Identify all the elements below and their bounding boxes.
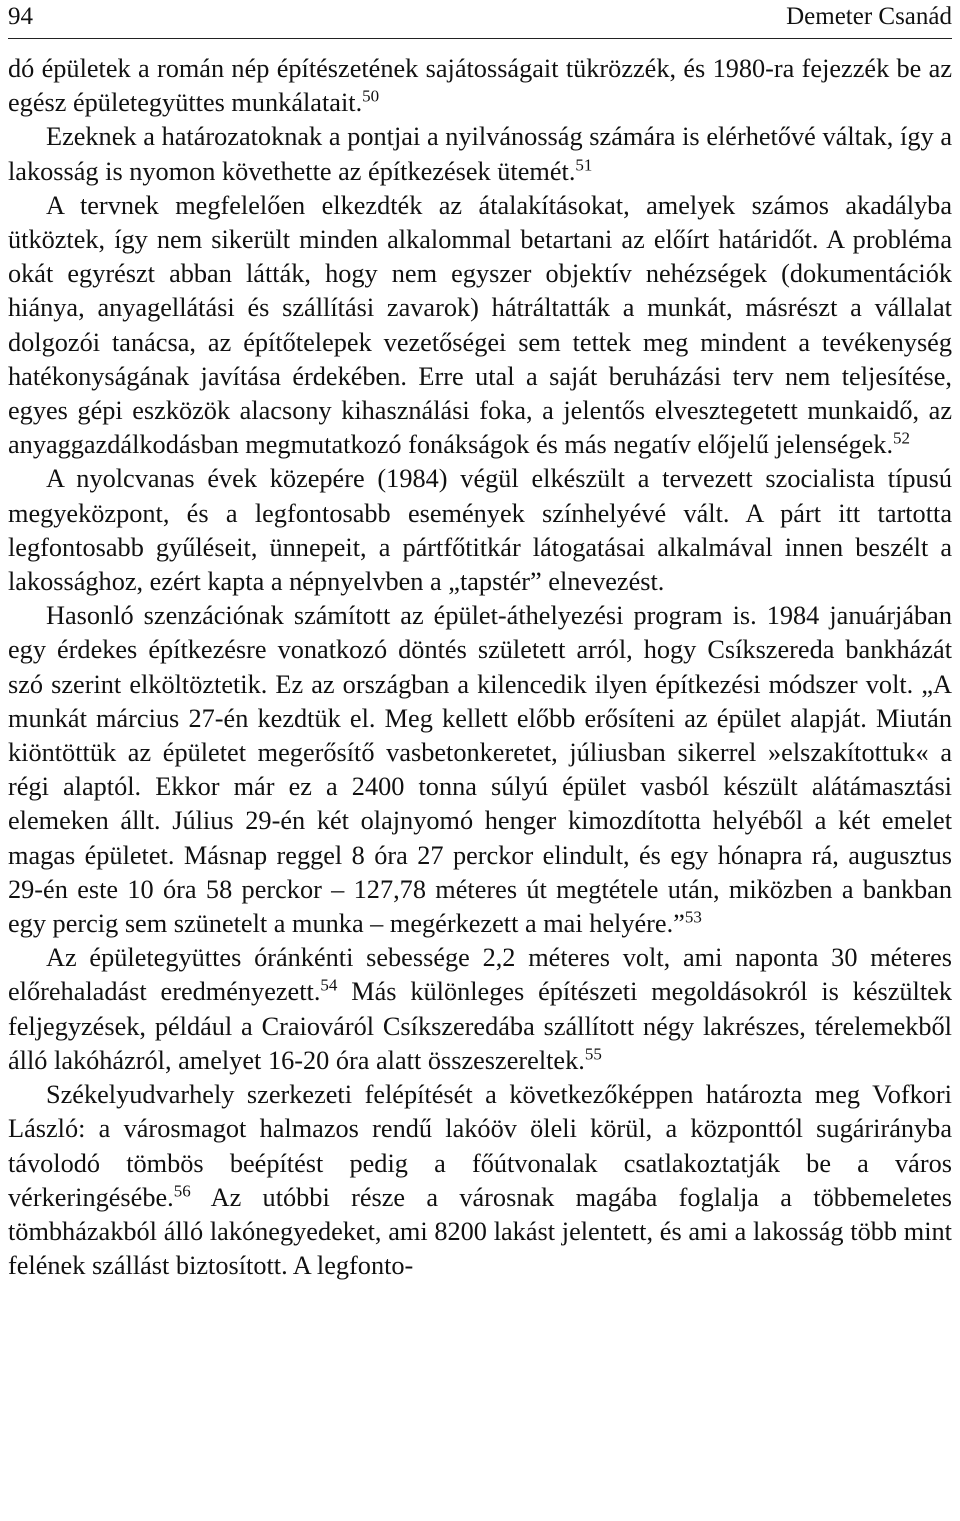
paragraph-text: A nyolcvanas évek közepére (1984) végül elkészült a tervezett szocialista típusú megyeközpont, és a legfontosabb események színhelyévé vált. A párt itt tartotta legfontosabb gyűléseit, ünnepeit, a pártfőtitkár látogatásai alkalmával innen beszélt a lakossághoz, ezért kapta a népnyelvben a „tapstér” elnevezést. — [8, 464, 952, 597]
paragraph-text: Az utóbbi része a városnak magába foglalja a többemeletes tömbházakból álló lakónegyedeket, ami 8200 lakást jelentett, és ami a lakosság több mint felének szállást biztosított. A legfonto- — [8, 1182, 952, 1281]
running-head-author: Demeter Csanád — [786, 3, 952, 30]
paragraph — [8, 189, 952, 463]
paragraph-text: Más különleges építészeti megoldásokról is készültek feljegyzések, például a Craiováról Csíkszeredába szállított négy lakrészes, térelemekből álló lakóházról, amelyet 16-20 óra alatt összeszereltek. — [8, 977, 952, 1075]
paragraph — [8, 462, 952, 599]
footnote-ref-51: 51 — [575, 155, 593, 175]
page-number: 94 — [8, 3, 33, 30]
running-head — [8, 0, 952, 39]
paragraph — [8, 941, 952, 1078]
footnote-ref-54: 54 — [320, 976, 338, 996]
footnote-ref-53: 53 — [684, 907, 702, 927]
body-text — [8, 52, 952, 1283]
paragraph-text: Ezeknek a határozatoknak a pontjai a nyilvánosság számára is elérhetővé váltak, így a lakosság is nyomon követhette az építkezések ütemét. — [8, 122, 952, 186]
paragraph-text: dó épületek a román nép építészetének sajátosságait tükrözzék, és 1980-ra fejezzék be az egész épületegyüttes munkálatait. — [8, 54, 952, 118]
paragraph-text: A tervnek megfelelően elkezdték az átalakításokat, amelyek számos akadályba ütköztek, így nem sikerült minden alkalommal betartani az előírt határidőt. A probléma okát egyrészt abban látták, hogy nem egyszer objektív nehézségek (dokumentációk hiánya, anyagellátási és szállítási zavarok) hátráltatták a munkát, másrészt a vállalat dolgozói tanácsa, az építőtelepek vezetőségei sem tettek meg mindent a tevékenység hatékonyságának javítása érdekében. Erre utal a saját beruházási terv nem teljesítése, egyes gépi eszközök alacsony kihasználási foka, a jelentős elvesztegetett munkaidő, az anyaggazdálkodásban megmutatkozó fonákságok és más negatív előjelű jelenségek. — [8, 190, 952, 460]
footnote-ref-56: 56 — [173, 1181, 191, 1201]
footnote-ref-50: 50 — [362, 86, 380, 106]
paragraph-text: Székelyudvarhely szerkezeti felépítését a következőképpen határozta meg Vofkori László: a városmagot halmazos rendű lakóöv öleli körül, a központtól sugárirányba távolodó tömbös beépítést pedig a főútvonalak csatlakoztatják be a város vérkeringésébe. — [8, 1080, 952, 1212]
paragraph — [8, 52, 952, 120]
book-page — [8, 0, 952, 1521]
paragraph-text: Az épületegyüttes óránkénti sebessége 2,2 méteres volt, ami naponta 30 méteres előrehaladást eredményezett. — [8, 943, 952, 1007]
paragraph — [8, 1078, 952, 1283]
footnote-ref-55: 55 — [584, 1044, 602, 1064]
paragraph — [8, 599, 952, 941]
footnote-ref-52: 52 — [893, 428, 911, 448]
paragraph — [8, 120, 952, 188]
paragraph-text: Hasonló szenzációnak számított az épület-áthelyezési program is. 1984 januárjában egy érdekes építkezésre vonatkozó döntés született arról, hogy Csíkszereda bankházát szó szerint elköltöztetik. Ez az országban a kilencedik ilyen építkezési módszer volt. „A munkát március 27-én kezdtük el. Meg kellett előbb erősíteni az épület alapját. Miután kiöntöttük az épületet megerősítő vasbetonkeretet, júliusban sikerrel »elszakítottuk« a régi alaptól. Ekkor már ez a 2400 tonna súlyú épület vasból készült alátámasztási elemeken állt. Július 29-én két olajnyomó henger kimozdította helyéből a két emelet magas épületet. Másnap reggel 8 óra 27 perckor elindult, és egy hónapra rá, augusztus 29-én este 10 óra 58 perckor – 127,78 méteres út megtétele után, miközben a bankban egy percig sem szünetelt a munka – megérkezett a mai helyére.” — [8, 601, 952, 939]
